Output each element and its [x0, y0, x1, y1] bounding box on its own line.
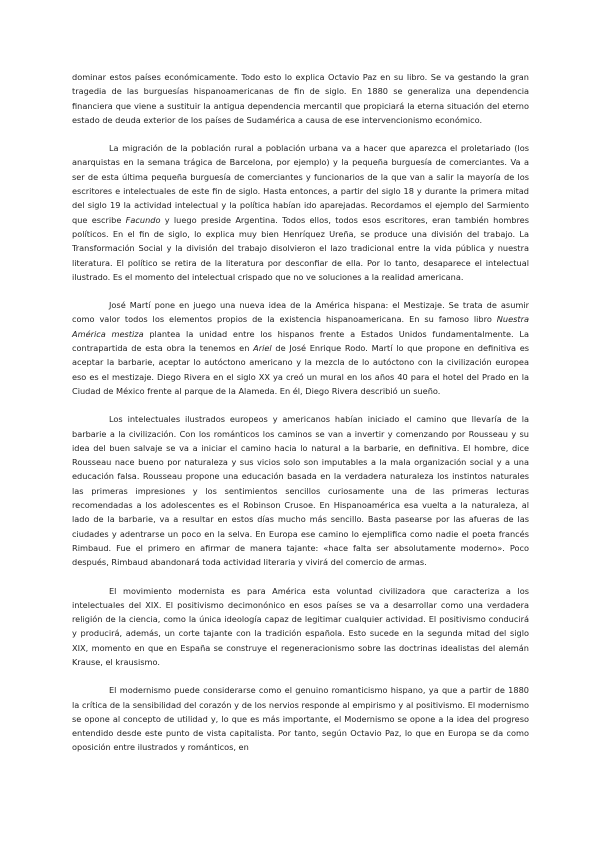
book-title-nuestra-america: Nuestra América mestiza	[72, 314, 529, 339]
paragraph-3	[72, 298, 529, 398]
paragraph-text: El movimiento modernista es para América esta voluntad civilizadora que caracteriza a los intelectuales del XIX. El positivismo decimonónico en esos países se va a desarrollar como una verdadera religión de la ciencia, como la única ideología capaz de legitimar cualquier actividad. El positivismo conducirá y producirá, además, un corte tajante con la tradición española. Esto sucede en la segunda mitad del siglo XIX, momento en que en España se construye el regeneracionismo sobre las doctrinas idealistas del alemán Krause, el krausismo.	[72, 585, 529, 667]
paragraph-text: y luego preside Argentina. Todos ellos, todos esos escritores, eran también hombres políticos. En el fin de siglo, lo explica muy bien Henríquez Ureña, se produce una división del trabajo. La Transformación Social y la división del trabajo disolvieron el lazo tradicional entre la vida pública y nuestra literatura. El político se retira de la literatura por desconfiar de ella. Por lo tanto, desaparece el intelectual ilustrado. Es el momento del intelectual crispado que no ve soluciones a la realidad americana.	[72, 214, 529, 282]
paragraph-text: La migración de la población rural a población urbana va a hacer que aparezca el proletariado (los anarquistas en la semana trágica de Barcelona, por ejemplo) y la pequeña burguesía de comerciantes. Va a ser de esta última pequeña burguesía de comerciantes y funcionarios de la que van a salir la mayoría de los escritores e intelectuales de este fin de siglo. Hasta entonces, a partir del siglo 18 y durante la primera mitad del siglo 19 la actividad intelectual y la política habían ido aparejadas. Recordamos el ejemplo del Sarmiento que escribe	[72, 143, 529, 225]
paragraph-text: José Martí pone en juego una nueva idea de la América hispana: el Mestizaje. Se trata de asumir como valor todos los elementos propios de la existencia hispanoamericana. En su famoso libro	[72, 300, 529, 325]
paragraph-text: dominar estos países económicamente. Todo esto lo explica Octavio Paz en su libro. Se va gestando la gran tragedia de las burguesías hispanoamericanas de fin de siglo. En 1880 se generaliza una dependencia financiera que viene a sustituir la antigua dependencia mercantil que propiciará la eterna situación del eterno estado de deuda exterior de los países de Sudamérica a causa de ese intervencionismo económico.	[72, 72, 529, 125]
paragraph-1	[72, 70, 529, 127]
paragraph-4	[72, 412, 529, 569]
body-text	[72, 70, 529, 769]
paragraph-text: de José Enrique Rodo. Martí lo que propone en definitiva es aceptar la barbarie, aceptar lo autóctono americano y la mezcla de lo autóctono con la civilización europea eso es el mestizaje. Diego Rivera en el siglo XX ya creó un mural en los años 40 para el hotel del Prado en la Ciudad de México frente al parque de la Alameda. En él, Diego Rivera describió un sueño.	[72, 343, 529, 396]
book-title-facundo: Facundo	[125, 214, 161, 225]
paragraph-text: plantea la unidad entre los hispanos frente a Estados Unidos fundamentalmente. La contrapartida de esta obra la tenemos en	[72, 328, 529, 354]
book-title-ariel: Ariel	[253, 343, 272, 354]
paragraph-text: Los intelectuales ilustrados europeos y americanos habían iniciado el camino que llevaría de la barbarie a la civilización. Con los románticos los caminos se van a invertir y comenzando por Rousseau y su idea del buen salvaje se va a iniciar el camino hacia lo natural a la barbarie, en definitiva. El hombre, dice Rousseau nace bueno por naturaleza y sus vicios solo son imputables a la mala organización social y a una educación falsa. Rousseau propone una educación basada en la verdadera naturaleza los instintos naturales las primeras impresiones y los sentimientos sencillos curiosamente una de las primeras lecturas recomendadas a los adolescentes es el Robinson Crusoe. En Hispanoamérica esa vuelta a la naturaleza, al lado de la barbarie, va a resultar en estos días mucho más sencillo. Basta pasearse por las afueras de las ciudades y adentrarse un poco en la selva. En Europa ese camino lo ejemplifica como nadie el poeta francés Rimbaud. Fue el primero en afirmar de manera tajante: «hace falta ser absolutamente moderno». Poco después, Rimbaud abandonará toda actividad literaria y vivirá del comercio de armas.	[72, 414, 529, 568]
paragraph-5	[72, 584, 529, 670]
paragraph-6	[72, 683, 529, 754]
paragraph-text: El modernismo puede considerarse como el genuino romanticismo hispano, ya que a partir de 1880 la crítica de la sensibilidad del corazón y de los nervios responde al empirismo y al positivismo. El modernismo se opone al concepto de utilidad y, lo que es más importante, el Modernismo se opone a la idea del progreso entendido desde este punto de vista capitalista. Por tanto, según Octavio Paz, lo que en Europa se da como oposición entre ilustrados y románticos, en	[72, 685, 529, 753]
paragraph-2	[72, 141, 529, 284]
